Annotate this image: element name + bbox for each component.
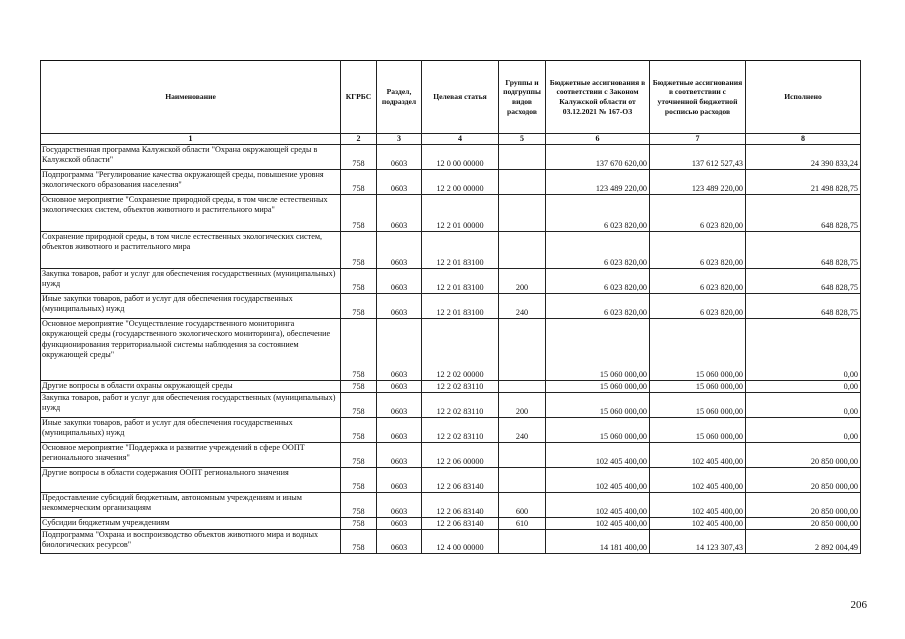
row-group: 240 [499, 418, 546, 443]
row-budget-refined: 102 405 400,00 [650, 443, 746, 468]
row-section: 0603 [377, 443, 422, 468]
table-row [41, 393, 861, 418]
header-kgrbs: КГРБС [341, 61, 377, 134]
row-group [499, 232, 546, 269]
row-group [499, 319, 546, 381]
page-number: 206 [850, 599, 867, 611]
row-kgrbs: 758 [341, 294, 377, 319]
column-number: 8 [746, 134, 861, 145]
row-section: 0603 [377, 145, 422, 170]
header-name: Наименование [41, 61, 341, 134]
row-target: 12 2 02 83110 [422, 381, 499, 393]
row-budget-refined: 14 123 307,43 [650, 530, 746, 554]
column-number: 1 [41, 134, 341, 145]
row-budget-law: 6 023 820,00 [546, 195, 650, 232]
row-executed: 20 850 000,00 [746, 518, 861, 530]
row-target: 12 2 02 83110 [422, 418, 499, 443]
row-name: Предоставление субсидий бюджетным, автономным учреждениям и иным некоммерческим организациям [41, 493, 341, 518]
row-group [499, 145, 546, 170]
row-name: Иные закупки товаров, работ и услуг для обеспечения государственных (муниципальных) нужд [41, 294, 341, 319]
row-executed: 0,00 [746, 418, 861, 443]
table-row [41, 269, 861, 294]
header-row [41, 61, 861, 134]
table-row [41, 170, 861, 195]
row-kgrbs: 758 [341, 195, 377, 232]
row-section: 0603 [377, 232, 422, 269]
row-budget-law: 6 023 820,00 [546, 294, 650, 319]
row-budget-refined: 6 023 820,00 [650, 195, 746, 232]
row-budget-law: 102 405 400,00 [546, 518, 650, 530]
table-row [41, 145, 861, 170]
row-section: 0603 [377, 418, 422, 443]
row-group [499, 468, 546, 493]
row-name: Закупка товаров, работ и услуг для обеспечения государственных (муниципальных) нужд [41, 269, 341, 294]
row-budget-law: 15 060 000,00 [546, 319, 650, 381]
row-budget-law: 15 060 000,00 [546, 381, 650, 393]
row-name: Сохранение природной среды, в том числе естественных экологических систем, объектов животного и растительного мира [41, 232, 341, 269]
row-executed: 0,00 [746, 393, 861, 418]
row-budget-refined: 123 489 220,00 [650, 170, 746, 195]
row-section: 0603 [377, 170, 422, 195]
row-group [499, 530, 546, 554]
column-number-row [41, 134, 861, 145]
row-kgrbs: 758 [341, 393, 377, 418]
row-budget-refined: 6 023 820,00 [650, 294, 746, 319]
row-kgrbs: 758 [341, 232, 377, 269]
row-group: 600 [499, 493, 546, 518]
row-name: Другие вопросы в области содержания ООПТ регионального значения [41, 468, 341, 493]
table-row [41, 530, 861, 554]
row-budget-refined: 15 060 000,00 [650, 319, 746, 381]
row-target: 12 2 02 00000 [422, 319, 499, 381]
row-executed: 20 850 000,00 [746, 443, 861, 468]
row-kgrbs: 758 [341, 468, 377, 493]
row-kgrbs: 758 [341, 493, 377, 518]
row-budget-law: 15 060 000,00 [546, 418, 650, 443]
table-row [41, 381, 861, 393]
row-name: Иные закупки товаров, работ и услуг для обеспечения государственных (муниципальных) нужд [41, 418, 341, 443]
header-groups: Группы и подгруппы видов расходов [499, 61, 546, 134]
row-section: 0603 [377, 468, 422, 493]
row-executed: 21 498 828,75 [746, 170, 861, 195]
column-number: 2 [341, 134, 377, 145]
header-budget-law: Бюджетные ассигнования в соответствии с Законом Калужской области от 03.12.2021 № 167-ОЗ [546, 61, 650, 134]
row-name: Другие вопросы в области охраны окружающей среды [41, 381, 341, 393]
row-budget-law: 102 405 400,00 [546, 468, 650, 493]
row-name: Государственная программа Калужской области "Охрана окружающей среды в Калужской области" [41, 145, 341, 170]
row-section: 0603 [377, 518, 422, 530]
table-row [41, 195, 861, 232]
row-executed: 20 850 000,00 [746, 468, 861, 493]
row-kgrbs: 758 [341, 269, 377, 294]
row-target: 12 4 00 00000 [422, 530, 499, 554]
row-kgrbs: 758 [341, 170, 377, 195]
row-group [499, 381, 546, 393]
row-executed: 648 828,75 [746, 195, 861, 232]
row-executed: 0,00 [746, 319, 861, 381]
row-executed: 2 892 004,49 [746, 530, 861, 554]
row-executed: 648 828,75 [746, 269, 861, 294]
row-target: 12 2 01 83100 [422, 269, 499, 294]
row-budget-law: 15 060 000,00 [546, 393, 650, 418]
row-kgrbs: 758 [341, 145, 377, 170]
row-kgrbs: 758 [341, 530, 377, 554]
row-budget-refined: 15 060 000,00 [650, 393, 746, 418]
row-target: 12 0 00 00000 [422, 145, 499, 170]
row-kgrbs: 758 [341, 381, 377, 393]
row-budget-law: 123 489 220,00 [546, 170, 650, 195]
row-group: 200 [499, 393, 546, 418]
row-section: 0603 [377, 493, 422, 518]
table-row [41, 294, 861, 319]
row-budget-law: 6 023 820,00 [546, 232, 650, 269]
row-group [499, 443, 546, 468]
row-budget-refined: 137 612 527,43 [650, 145, 746, 170]
table-row [41, 493, 861, 518]
row-target: 12 2 06 00000 [422, 443, 499, 468]
column-number: 4 [422, 134, 499, 145]
row-name: Подпрограмма "Охрана и воспроизводство объектов животного мира и водных биологических ресурсов" [41, 530, 341, 554]
row-executed: 24 390 833,24 [746, 145, 861, 170]
row-budget-law: 102 405 400,00 [546, 443, 650, 468]
header-section: Раздел, подраздел [377, 61, 422, 134]
row-budget-refined: 102 405 400,00 [650, 468, 746, 493]
table-row [41, 443, 861, 468]
row-target: 12 2 01 00000 [422, 195, 499, 232]
row-budget-refined: 102 405 400,00 [650, 493, 746, 518]
row-kgrbs: 758 [341, 518, 377, 530]
row-group: 240 [499, 294, 546, 319]
table-row [41, 319, 861, 381]
header-target: Целевая статья [422, 61, 499, 134]
row-budget-refined: 102 405 400,00 [650, 518, 746, 530]
header-executed: Исполнено [746, 61, 861, 134]
row-executed: 0,00 [746, 381, 861, 393]
row-budget-law: 102 405 400,00 [546, 493, 650, 518]
row-name: Основное мероприятие "Осуществление государственного мониторинга окружающей среды (государственного экологического мониторинга), обеспечение функционирования территориальной системы наблюдения за состоянием окружающей среды" [41, 319, 341, 381]
row-group: 610 [499, 518, 546, 530]
row-budget-refined: 6 023 820,00 [650, 232, 746, 269]
row-kgrbs: 758 [341, 418, 377, 443]
row-name: Основное мероприятие "Поддержка и развитие учреждений в сфере ООПТ регионального значения" [41, 443, 341, 468]
row-budget-law: 14 181 400,00 [546, 530, 650, 554]
row-budget-law: 137 670 620,00 [546, 145, 650, 170]
table-row [41, 232, 861, 269]
row-group [499, 170, 546, 195]
row-target: 12 2 01 83100 [422, 232, 499, 269]
row-target: 12 2 06 83140 [422, 518, 499, 530]
table-row [41, 468, 861, 493]
table-row [41, 418, 861, 443]
row-executed: 20 850 000,00 [746, 493, 861, 518]
table-row [41, 518, 861, 530]
row-budget-refined: 15 060 000,00 [650, 418, 746, 443]
row-group [499, 195, 546, 232]
row-section: 0603 [377, 381, 422, 393]
header-budget-refined: Бюджетные ассигнования в соответствии с уточненной бюджетной росписью расходов [650, 61, 746, 134]
column-number: 3 [377, 134, 422, 145]
row-budget-refined: 6 023 820,00 [650, 269, 746, 294]
row-section: 0603 [377, 393, 422, 418]
row-target: 12 2 00 00000 [422, 170, 499, 195]
row-section: 0603 [377, 195, 422, 232]
row-kgrbs: 758 [341, 443, 377, 468]
row-section: 0603 [377, 530, 422, 554]
row-name: Основное мероприятие "Сохранение природной среды, в том числе естественных экологических систем, объектов животного и растительного мира" [41, 195, 341, 232]
row-target: 12 2 01 83100 [422, 294, 499, 319]
row-executed: 648 828,75 [746, 232, 861, 269]
row-name: Закупка товаров, работ и услуг для обеспечения государственных (муниципальных) нужд [41, 393, 341, 418]
row-target: 12 2 06 83140 [422, 493, 499, 518]
budget-table [40, 60, 861, 554]
row-kgrbs: 758 [341, 319, 377, 381]
row-target: 12 2 06 83140 [422, 468, 499, 493]
column-number: 5 [499, 134, 546, 145]
row-target: 12 2 02 83110 [422, 393, 499, 418]
row-section: 0603 [377, 269, 422, 294]
row-name: Подпрограмма "Регулирование качества окружающей среды, повышение уровня экологического образования населения" [41, 170, 341, 195]
row-budget-refined: 15 060 000,00 [650, 381, 746, 393]
row-budget-law: 6 023 820,00 [546, 269, 650, 294]
column-number: 7 [650, 134, 746, 145]
row-name: Субсидии бюджетным учреждениям [41, 518, 341, 530]
row-section: 0603 [377, 294, 422, 319]
row-section: 0603 [377, 319, 422, 381]
row-executed: 648 828,75 [746, 294, 861, 319]
column-number: 6 [546, 134, 650, 145]
row-group: 200 [499, 269, 546, 294]
